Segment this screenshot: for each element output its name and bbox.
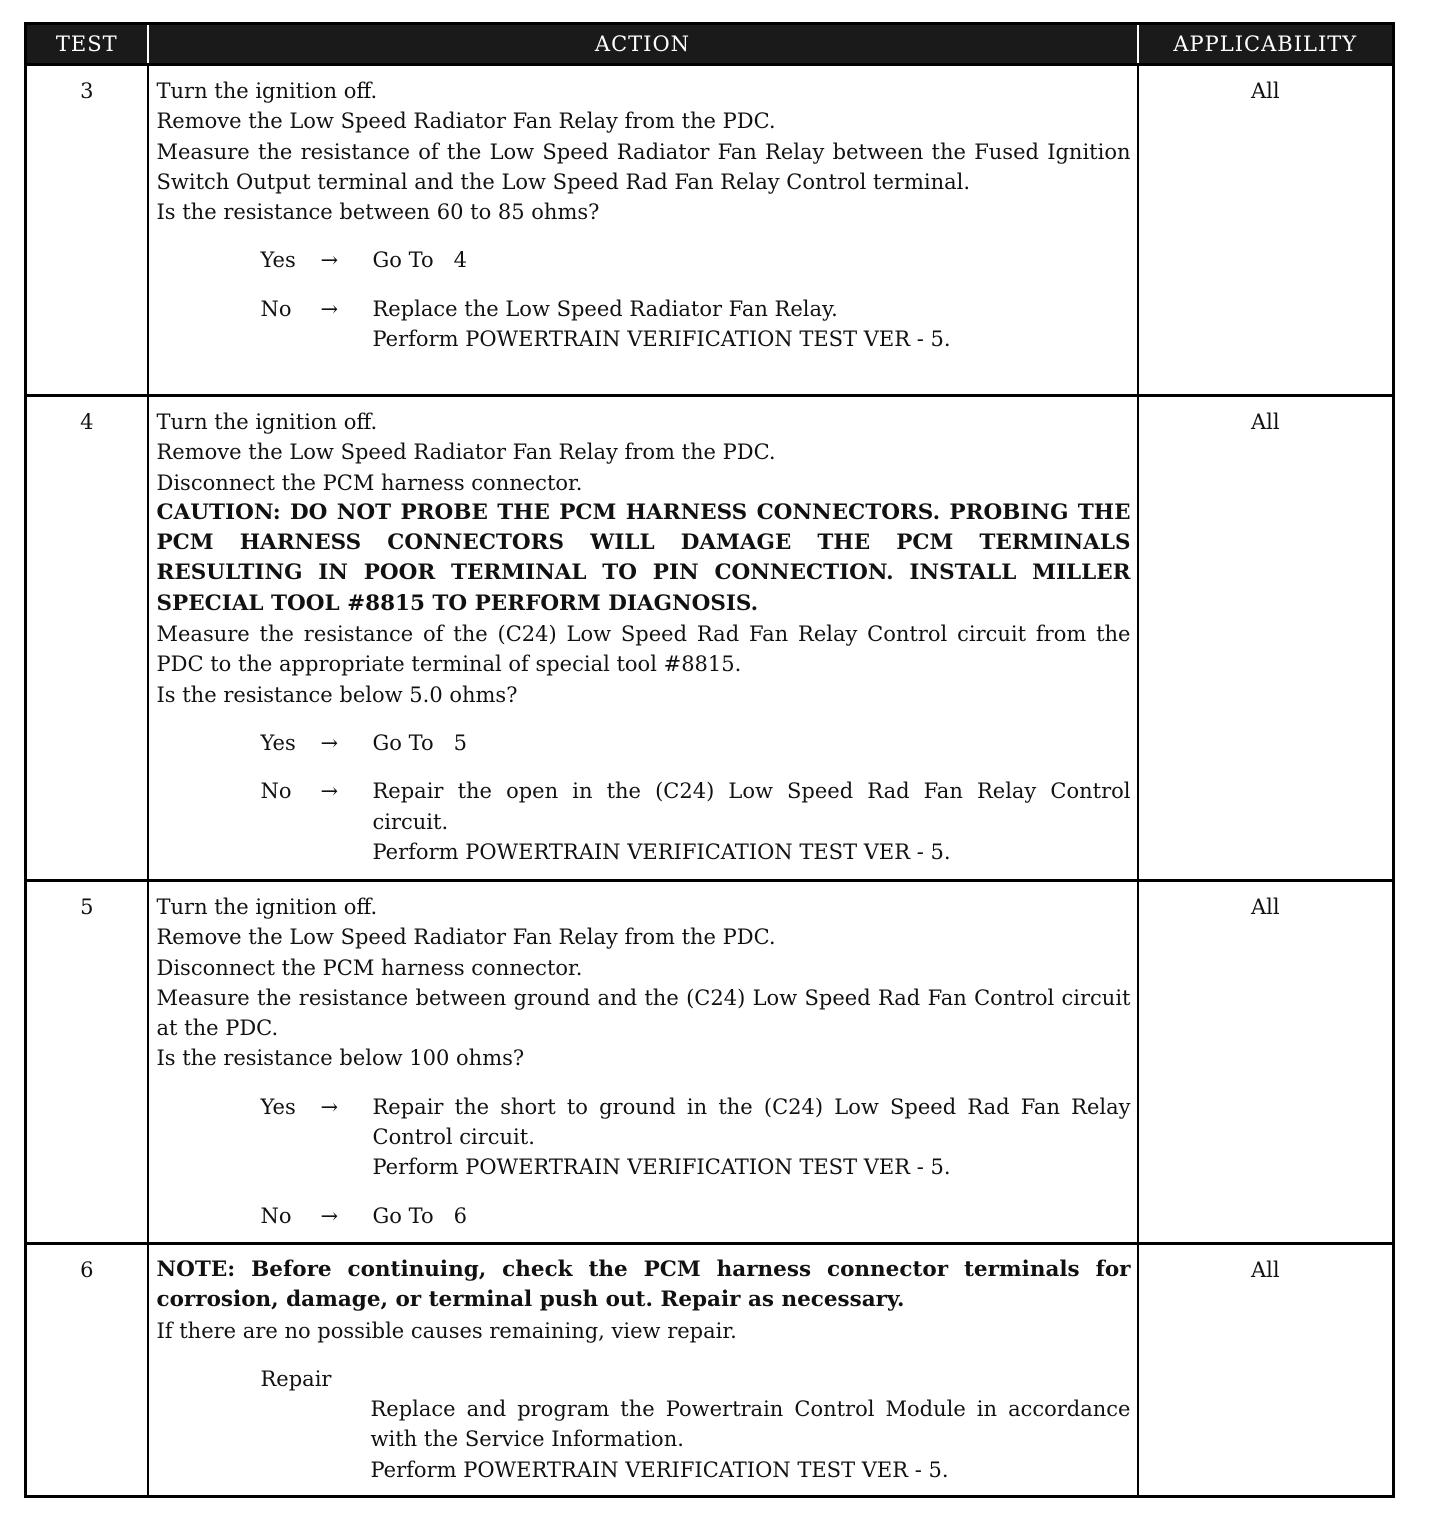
branch-list xyxy=(157,728,1131,867)
action-step: Measure the resistance of the Low Speed Radiator Fan Relay between the Fused Ignition Switch Output terminal and the Low Speed Rad Fan Relay Control terminal. xyxy=(156,139,1131,194)
note-text: NOTE: Before continuing, check the PCM harness connector terminals for corrosion, damage, or terminal push out. Repair as necessary. xyxy=(156,1257,1131,1313)
action-question: Is the resistance below 5.0 ohms? xyxy=(156,682,518,707)
branch-line: Replace the Low Speed Radiator Fan Relay. xyxy=(372,296,838,321)
header-applicability: APPLICABILITY xyxy=(1138,24,1394,65)
action-step: Disconnect the PCM harness connector. xyxy=(156,955,583,980)
arrow-right-icon: → xyxy=(320,1203,339,1228)
test-number: 3 xyxy=(26,65,148,396)
arrow-right-icon: → xyxy=(320,730,339,755)
branch-label: No xyxy=(260,296,292,321)
header-test: TEST xyxy=(26,24,148,65)
diagnostic-table xyxy=(24,22,1395,1498)
branch-text xyxy=(373,245,1131,275)
branch-yes xyxy=(261,728,1131,758)
branch-yes xyxy=(261,245,1131,275)
action-cell xyxy=(148,881,1138,1244)
branch-line: Perform POWERTRAIN VERIFICATION TEST VER - 5. xyxy=(372,1155,951,1180)
branch-no xyxy=(261,776,1131,867)
applicability-value: All xyxy=(1138,65,1394,396)
branch-line: Perform POWERTRAIN VERIFICATION TEST VER - 5. xyxy=(372,839,951,864)
branch-label: Yes xyxy=(260,248,296,273)
table-row xyxy=(26,396,1394,881)
branch-label: Yes xyxy=(260,730,296,755)
test-number: 4 xyxy=(26,396,148,881)
branch-text xyxy=(373,776,1131,867)
repair-line: Perform POWERTRAIN VERIFICATION TEST VER - 5. xyxy=(370,1457,949,1482)
branch-line: Repair the short to ground in the (C24) Low Speed Rad Fan Relay Control circuit. xyxy=(372,1094,1131,1150)
branch-line: Go To 4 xyxy=(372,248,467,273)
test-number: 5 xyxy=(26,881,148,1244)
branch-list xyxy=(157,1092,1131,1231)
table-row xyxy=(26,1244,1394,1497)
arrow-right-icon: → xyxy=(320,296,339,321)
caution-text: CAUTION: DO NOT PROBE THE PCM HARNESS CONNECTORS. PROBING THE PCM HARNESS CONNECTORS WILL DAMAGE THE PCM TERMINALS RESULTING IN POOR TERMINAL TO PIN CONNECTION. INSTALL MILLER SPECIAL TOOL #8815 TO PERFORM DIAGNOSIS. xyxy=(156,499,1131,616)
repair-line: Replace and program the Powertrain Control Module in accordance with the Service Information. xyxy=(370,1397,1131,1452)
action-step: Remove the Low Speed Radiator Fan Relay from the PDC. xyxy=(156,925,776,950)
repair-label: Repair xyxy=(260,1366,332,1391)
branch-no xyxy=(261,1201,1131,1231)
header-action: ACTION xyxy=(148,24,1138,65)
action-step: Disconnect the PCM harness connector. xyxy=(156,470,583,495)
action-step: Measure the resistance between ground and the (C24) Low Speed Rad Fan Control circuit at the PDC. xyxy=(156,985,1131,1041)
action-step: Remove the Low Speed Radiator Fan Relay from the PDC. xyxy=(156,440,776,465)
branch-label: No xyxy=(260,779,292,804)
applicability-value: All xyxy=(1138,881,1394,1244)
repair-block xyxy=(261,1364,1131,1485)
action-step: Turn the ignition off. xyxy=(156,79,378,103)
test-number: 6 xyxy=(26,1244,148,1497)
action-step: Remove the Low Speed Radiator Fan Relay from the PDC. xyxy=(156,109,776,134)
branch-label: No xyxy=(260,1203,292,1228)
arrow-right-icon: → xyxy=(320,779,339,804)
branch-list xyxy=(157,245,1131,354)
branch-line: Repair the open in the (C24) Low Speed Rad Fan Relay Control circuit. xyxy=(372,779,1131,834)
branch-label: Yes xyxy=(260,1094,296,1119)
table-row xyxy=(26,65,1394,396)
action-step: Turn the ignition off. xyxy=(156,895,378,919)
table-row xyxy=(26,881,1394,1244)
applicability-value: All xyxy=(1138,396,1394,881)
action-step: If there are no possible causes remaining, view repair. xyxy=(156,1318,737,1343)
arrow-right-icon: → xyxy=(320,1094,339,1119)
action-step: Turn the ignition off. xyxy=(156,410,378,434)
branch-text xyxy=(373,1201,1131,1231)
action-cell xyxy=(148,65,1138,396)
action-question: Is the resistance below 100 ohms? xyxy=(156,1046,525,1071)
action-cell xyxy=(148,1244,1138,1497)
arrow-right-icon: → xyxy=(320,248,339,273)
applicability-value: All xyxy=(1138,1244,1394,1497)
action-step: Measure the resistance of the (C24) Low Speed Rad Fan Relay Control circuit from the PDC to the appropriate terminal of special tool #8815. xyxy=(156,622,1131,677)
branch-no xyxy=(261,294,1131,355)
repair-text xyxy=(371,1394,1131,1485)
action-cell xyxy=(148,396,1138,881)
branch-text xyxy=(373,294,1131,355)
branch-line: Go To 5 xyxy=(372,730,467,755)
branch-text xyxy=(373,728,1131,758)
branch-yes xyxy=(261,1092,1131,1183)
branch-line: Go To 6 xyxy=(372,1203,467,1228)
table-header-row xyxy=(26,24,1394,65)
diagnostic-page xyxy=(24,22,1392,1498)
branch-text xyxy=(373,1092,1131,1183)
action-question: Is the resistance between 60 to 85 ohms? xyxy=(156,200,600,225)
branch-line: Perform POWERTRAIN VERIFICATION TEST VER - 5. xyxy=(372,327,951,352)
